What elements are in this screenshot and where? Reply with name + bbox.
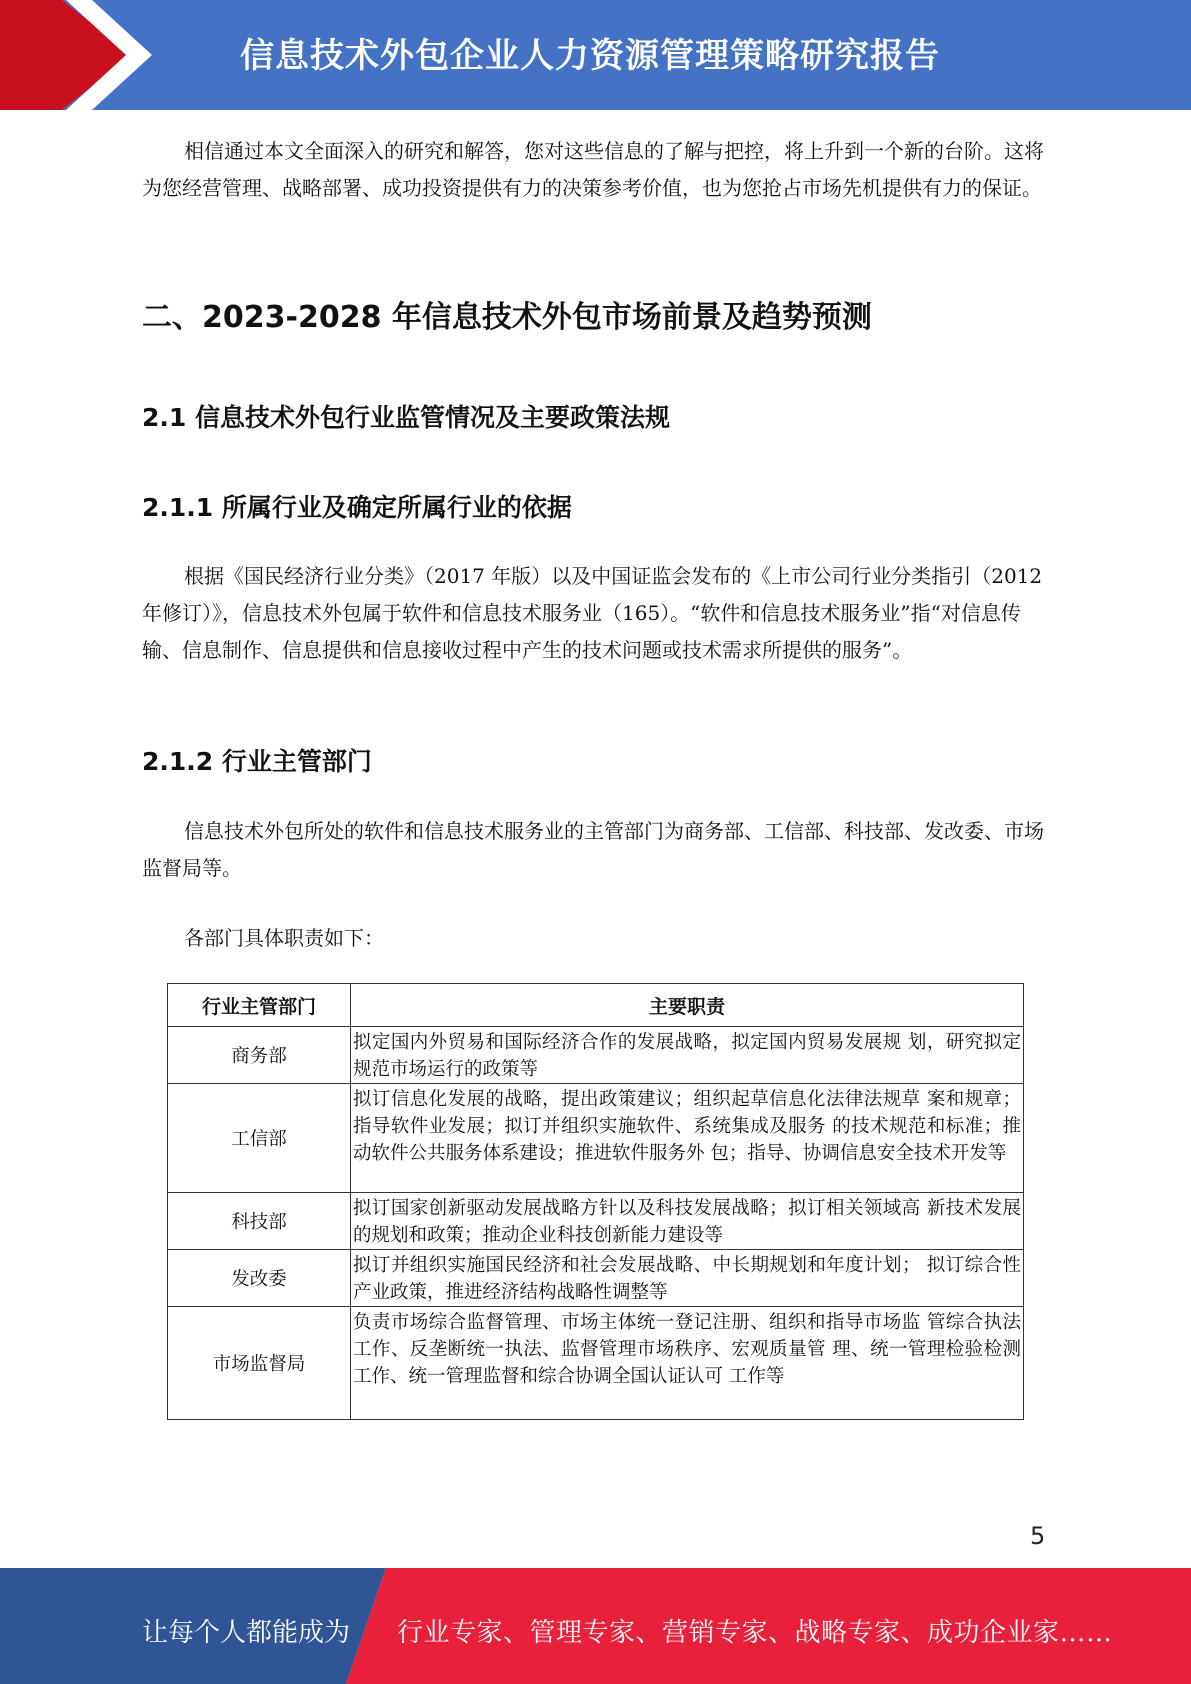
table-intro-text: 各部门具体职责如下：	[184, 926, 384, 950]
footer-banner	[0, 1568, 1191, 1684]
table-header-row	[168, 984, 1024, 1027]
duty-cell: 拟订信息化发展的战略，提出政策建议；组织起草信息化法律法规草 案和规章；指导软件业发展；拟订并组织实施软件、系统集成及服务 的技术规范和标准；推动软件公共服务体系建设；推进软件服务外 包；指导、协调信息安全技术开发等	[351, 1084, 1024, 1193]
department-cell: 科技部	[168, 1193, 351, 1250]
report-title: 信息技术外包企业人力资源管理策略研究报告	[240, 36, 940, 76]
duty-cell: 负责市场综合监督管理、市场主体统一登记注册、组织和指导市场监 管综合执法工作、反垄断统一执法、监督管理市场秩序、宏观质量管 理、统一管理检验检测工作、统一管理监督和综合协调全国认证认可 工作等	[351, 1307, 1024, 1420]
column-header-duties: 主要职责	[351, 984, 1024, 1027]
table-row	[168, 1027, 1024, 1084]
page-number: 5	[1030, 1522, 1046, 1550]
department-duties-table	[167, 983, 1024, 1420]
department-cell: 市场监督局	[168, 1307, 351, 1420]
section-heading: 二、2023-2028 年信息技术外包市场前景及趋势预测	[142, 300, 872, 335]
table-row	[168, 1250, 1024, 1307]
duty-cell: 拟订国家创新驱动发展战略方针以及科技发展战略；拟订相关领域高 新技术发展的规划和政策；推动企业科技创新能力建设等	[351, 1193, 1024, 1250]
header-red-arrow	[0, 0, 132, 110]
department-cell: 工信部	[168, 1084, 351, 1193]
table-row	[168, 1084, 1024, 1193]
authorities-paragraph: 信息技术外包所处的软件和信息技术服务业的主管部门为商务部、工信部、科技部、发改委、市场监督局等。	[142, 819, 1044, 880]
intro-paragraph: 相信通过本文全面深入的研究和解答，您对这些信息的了解与把控，将上升到一个新的台阶。这将为您经营管理、战略部署、成功投资提供有力的决策参考价值，也为您抢占市场先机提供有力的保证。	[142, 139, 1044, 200]
department-cell: 商务部	[168, 1027, 351, 1084]
header-banner	[0, 0, 1191, 110]
duty-cell: 拟定国内外贸易和国际经济合作的发展战略，拟定国内贸易发展规 划，研究拟定规范市场运行的政策等	[351, 1027, 1024, 1084]
table-row	[168, 1307, 1024, 1420]
subsection-heading-2-1-1: 2.1.1 所属行业及确定所属行业的依据	[142, 493, 572, 522]
industry-classification-paragraph: 根据《国民经济行业分类》（2017 年版）以及中国证监会发布的《上市公司行业分类指引（2012 年修订）》，信息技术外包属于软件和信息技术服务业（165）。“软件和信息技术服务业”指“对信息传输、信息制作、信息提供和信息接收过程中产生的技术问题或技术需求所提供的服务”。	[142, 564, 1043, 662]
footer-slogan-right: 行业专家、管理专家、营销专家、战略专家、成功企业家……	[397, 1618, 1113, 1648]
duty-cell: 拟订并组织实施国民经济和社会发展战略、中长期规划和年度计划； 拟订综合性产业政策，推进经济结构战略性调整等	[351, 1250, 1024, 1307]
footer-slogan-left: 让每个人都能成为	[142, 1618, 351, 1648]
table-row	[168, 1193, 1024, 1250]
column-header-department: 行业主管部门	[168, 984, 351, 1027]
subsection-heading-2-1-2: 2.1.2 行业主管部门	[142, 747, 372, 776]
department-cell: 发改委	[168, 1250, 351, 1307]
subsection-heading-2-1: 2.1 信息技术外包行业监管情况及主要政策法规	[142, 403, 670, 432]
